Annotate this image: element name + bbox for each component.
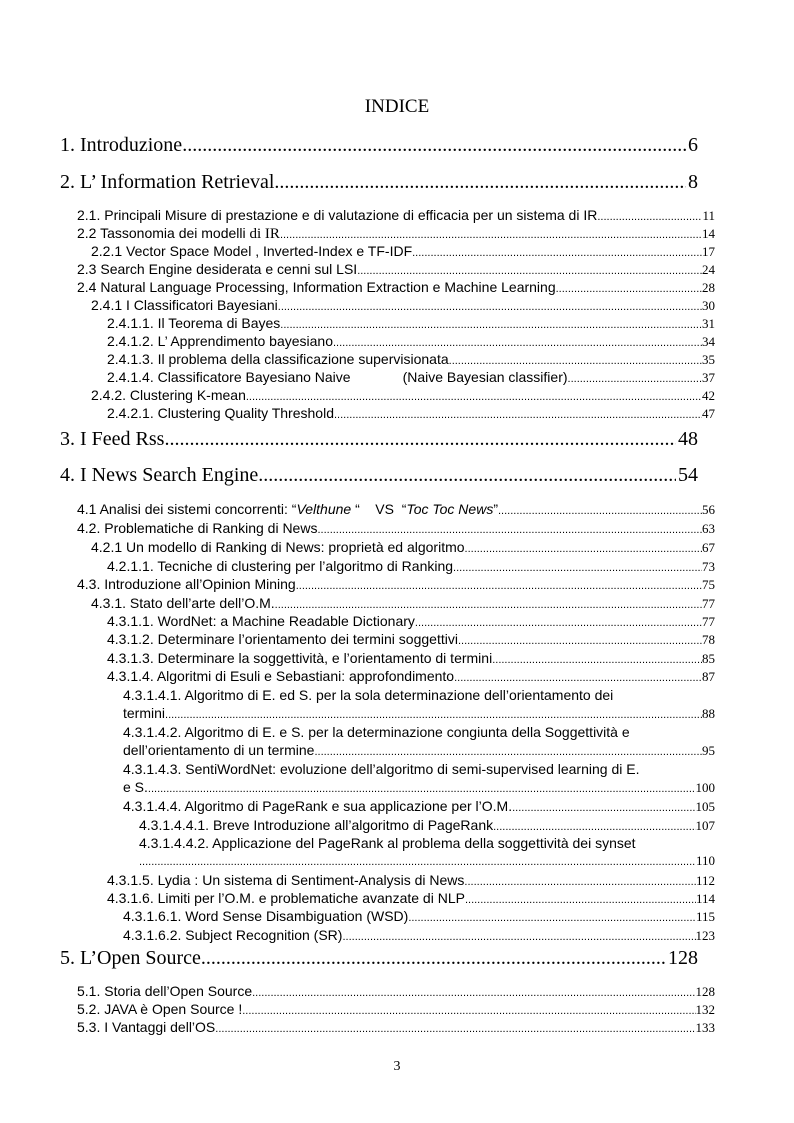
toc-entry-4-3-1-4-1[interactable] (123, 704, 715, 722)
toc-chapter-1[interactable] (60, 133, 698, 157)
toc-page: 128 (668, 947, 698, 969)
page-number: 3 (393, 1059, 401, 1074)
toc-title: 4.3.1.5. Lydia : Un sistema di Sentiment-Analysis di News (107, 872, 465, 888)
toc-leader (493, 818, 695, 834)
toc-entry-4-3-1-1[interactable] (107, 612, 715, 630)
toc-entry-4-2[interactable] (77, 519, 715, 537)
toc-chapter-2[interactable] (60, 170, 698, 194)
toc-entry-4-3-1-4-4-2[interactable] (139, 852, 715, 870)
toc-title: 2.4.1.1. Il Teorema di Bayes (107, 315, 281, 331)
toc-leader (556, 280, 702, 296)
toc-entry-4-2-1-1[interactable] (107, 557, 715, 575)
toc-leader (242, 1002, 695, 1018)
toc-page: 100 (695, 780, 715, 795)
toc-page: 75 (702, 577, 715, 592)
toc-title: 4.3.1.4.4. Algoritmo di PageRank e sua applicazione per l’O.M. (123, 798, 513, 814)
toc-entry-4-3-1-6[interactable] (107, 889, 715, 907)
toc-leader (258, 463, 676, 487)
toc-leader (148, 780, 696, 796)
toc-entry-4-2-1[interactable] (91, 538, 715, 556)
toc-title: 5.1. Storia dell’Open Source (77, 983, 253, 999)
toc-title: 1. Introduzione (60, 134, 183, 156)
toc-entry-2-4-1-2[interactable] (107, 332, 715, 350)
toc-page: 107 (695, 818, 715, 833)
toc-leader (201, 946, 666, 970)
toc-title: 2.3 Search Engine desiderata e cenni sul LSI (77, 261, 358, 277)
toc-entry-2-2-1[interactable] (91, 242, 715, 260)
toc-leader (280, 226, 702, 242)
toc-page: 48 (678, 428, 698, 450)
toc-leader (458, 632, 702, 648)
toc-title: 4.3. Introduzione all’Opinion Mining (77, 576, 296, 592)
toc-chapter-3[interactable] (60, 427, 698, 451)
toc-entry-4-3-1-4-3-line1: 4.3.1.4.3. SentiWordNet: evoluzione dell’algoritmo di semi-supervised learning di E. (123, 761, 640, 777)
toc-title: 2.1. Principali Misure di prestazione e di valutazione di efficacia per un sistema di IR (77, 207, 598, 223)
toc-page: 114 (695, 891, 715, 906)
toc-page: 88 (702, 706, 715, 721)
toc-page: 128 (695, 984, 715, 999)
toc-entry-4-3-1-4-4-2-line1: 4.3.1.4.4.2. Applicazione del PageRank al problema della soggettività dei synset (139, 835, 636, 851)
toc-leader (139, 853, 696, 870)
toc-leader (597, 208, 702, 224)
toc-page: 73 (702, 559, 715, 574)
toc-title: 4.3.1.6.2. Subject Recognition (SR) (123, 927, 343, 943)
toc-entry-2-4-2[interactable] (91, 386, 715, 404)
toc-page: 47 (702, 406, 715, 421)
toc-page: 31 (702, 316, 715, 331)
toc-entry-4-3[interactable] (77, 575, 715, 593)
toc-page: 37 (702, 370, 715, 385)
toc-entry-5-1[interactable] (77, 982, 715, 1000)
toc-entry-2-4[interactable] (77, 278, 715, 296)
toc-page: 77 (702, 614, 715, 629)
toc-title: 2.4.1.3. Il problema della classificazione supervisionata (107, 351, 449, 367)
toc-title: 3. I Feed Rss (60, 428, 165, 450)
toc-page: 112 (695, 873, 715, 888)
toc-entry-4-3-1-4-4[interactable] (123, 797, 715, 815)
toc-leader (412, 244, 702, 260)
toc-leader (275, 596, 702, 612)
toc-chapter-5[interactable] (60, 946, 698, 970)
toc-page: 30 (702, 298, 715, 313)
toc-leader (357, 262, 702, 278)
toc-leader (278, 298, 702, 314)
toc-page: 105 (695, 799, 715, 814)
toc-title: 4.3.1. Stato dell’arte dell’O.M. (91, 595, 275, 611)
toc-leader (568, 370, 702, 386)
toc-title: 2.4 Natural Language Processing, Information Extraction e Machine Learning (77, 279, 556, 295)
toc-entry-4-1[interactable] (77, 500, 715, 518)
toc-page: 67 (702, 540, 715, 555)
toc-title: 2.4.2.1. Clustering Quality Threshold (107, 405, 334, 421)
toc-title: 4. I News Search Engine (60, 464, 259, 486)
toc-title: termini (123, 705, 166, 721)
toc-title: 4.3.1.1. WordNet: a Machine Readable Dictionary (107, 613, 415, 629)
toc-page: 17 (702, 244, 715, 259)
toc-title: 2.4.1.4. Classificatore Bayesiano Naive (Naive Bayesian classifier) (107, 369, 568, 385)
toc-entry-4-3-1[interactable] (91, 594, 715, 612)
toc-leader (317, 521, 702, 537)
toc-page: 63 (702, 521, 715, 536)
toc-page: 132 (695, 1002, 715, 1017)
toc-page: 123 (695, 928, 715, 943)
toc-entry-2-4-2-1[interactable] (107, 404, 715, 422)
toc-leader (246, 388, 702, 404)
toc-leader (252, 984, 695, 1000)
toc-page: 6 (688, 134, 698, 156)
toc-title: 4.3.1.3. Determinare la soggettività, e l’orientamento di termini (107, 650, 493, 666)
toc-page: 24 (702, 262, 715, 277)
toc-title: 2.4.2. Clustering K-mean (91, 387, 246, 403)
toc-entry-2-1[interactable] (77, 206, 715, 224)
toc-title: 4.1 Analisi dei sistemi concorrenti: “Velthune “ VS “Toc Toc News” (77, 501, 498, 517)
toc-page: 42 (702, 388, 715, 403)
toc-page: 85 (702, 651, 715, 666)
toc-leader (280, 316, 702, 332)
toc-page: 87 (702, 669, 715, 684)
toc-title: 2.4.1 I Classificatori Bayesiani (91, 297, 278, 313)
toc-leader (333, 334, 702, 350)
toc-title: 4.3.1.6.1. Word Sense Disambiguation (WSD) (123, 908, 409, 924)
toc-page: 34 (702, 334, 715, 349)
toc-entry-2-4-1-4[interactable] (107, 368, 715, 386)
toc-page: 54 (678, 464, 698, 486)
toc-title: 4.3.1.4. Algoritmi di Esuli e Sebastiani: approfondimento (107, 668, 455, 684)
toc-leader (449, 352, 702, 368)
toc-page: 95 (702, 743, 715, 758)
toc-entry-4-3-1-4-2-line1: 4.3.1.4.2. Algoritmo di E. e S. per la determinazione congiunta della Soggettività e (123, 724, 630, 740)
toc-entry-4-3-1-4-4-1[interactable] (139, 816, 715, 834)
toc-leader (274, 170, 686, 194)
toc-title: 2.4.1.2. L’ Apprendimento bayesiano (107, 333, 333, 349)
toc-entry-4-3-1-4[interactable] (107, 667, 715, 685)
toc-leader (342, 928, 695, 944)
toc-leader (492, 651, 702, 667)
toc-entry-2-4-1-3[interactable] (107, 350, 715, 368)
toc-entry-4-3-1-4-2[interactable] (123, 741, 715, 759)
toc-page: 133 (695, 1020, 715, 1035)
toc-leader (498, 502, 702, 518)
toc-title: 2.2.1 Vector Space Model , Inverted-Index e TF-IDF (91, 243, 413, 259)
toc-page: 11 (702, 208, 715, 223)
toc-leader (454, 669, 702, 685)
toc-entry-2-3[interactable] (77, 260, 715, 278)
toc-title: 5.3. I Vantaggi dell’OS (77, 1019, 216, 1035)
page-title: INDICE (364, 96, 430, 117)
toc-entry-2-4-1-1[interactable] (107, 314, 715, 332)
toc-page: 110 (695, 853, 715, 868)
toc-title: 4.2. Problematiche di Ranking di News (77, 520, 318, 536)
toc-entry-2-2[interactable] (77, 224, 715, 242)
toc-entry-4-3-1-5[interactable] (107, 871, 715, 889)
toc-title: 5.2. JAVA è Open Source ! (77, 1001, 243, 1017)
toc-title: 4.2.1.1. Tecniche di clustering per l’algoritmo di Ranking (107, 558, 454, 574)
toc-entry-2-4-1[interactable] (91, 296, 715, 314)
toc-leader (512, 799, 695, 815)
toc-entry-5-2[interactable] (77, 1000, 715, 1018)
toc-page: 35 (702, 352, 715, 367)
toc-title: 4.2.1 Un modello di Ranking di News: proprietà ed algoritmo (91, 539, 465, 555)
toc-page: 14 (702, 226, 715, 241)
toc-leader (165, 706, 702, 722)
toc-page: 56 (702, 502, 715, 517)
toc-title: 4.3.1.2. Determinare l’orientamento dei termini soggettivi (107, 631, 458, 647)
toc-leader (215, 1020, 695, 1036)
toc-entry-4-3-1-2[interactable] (107, 630, 715, 648)
toc-leader (465, 540, 702, 556)
toc-leader (296, 577, 702, 593)
toc-title: dell’orientamento di un termine (123, 742, 315, 758)
toc-leader (453, 559, 702, 575)
toc-entry-4-3-1-6-2[interactable] (123, 926, 715, 944)
toc-entry-4-3-1-6-1[interactable] (123, 907, 715, 925)
toc-title: 5. L’Open Source (60, 947, 201, 969)
toc-page: 77 (702, 596, 715, 611)
toc-leader (334, 406, 702, 422)
toc-chapter-4[interactable] (60, 463, 698, 487)
toc-entry-5-3[interactable] (77, 1018, 715, 1036)
toc-leader (464, 873, 696, 889)
toc-title: 4.3.1.6. Limiti per l’O.M. e problematiche avanzate di NLP (107, 890, 465, 906)
toc-entry-4-3-1-4-3[interactable] (123, 778, 715, 796)
toc-leader (164, 427, 676, 451)
toc-leader (314, 743, 702, 759)
toc-leader (408, 909, 696, 925)
toc-page: 28 (702, 280, 715, 295)
toc-leader (415, 614, 702, 630)
toc-page: 115 (695, 909, 715, 924)
toc-page: 78 (702, 632, 715, 647)
toc-leader (465, 891, 696, 907)
toc-title: e S. (123, 779, 148, 795)
toc-leader (182, 133, 686, 157)
toc-title: 4.3.1.4.4.1. Breve Introduzione all’algoritmo di PageRank (139, 817, 494, 833)
toc-page: 8 (688, 171, 698, 193)
toc-entry-4-3-1-4-1-line1: 4.3.1.4.1. Algoritmo di E. ed S. per la sola determinazione dell’orientamento dei (123, 687, 614, 703)
toc-title: 2.2 Tassonomia dei modelli di IR (77, 225, 280, 242)
toc-title: 2. L’ Information Retrieval (60, 171, 275, 193)
toc-entry-4-3-1-3[interactable] (107, 649, 715, 667)
